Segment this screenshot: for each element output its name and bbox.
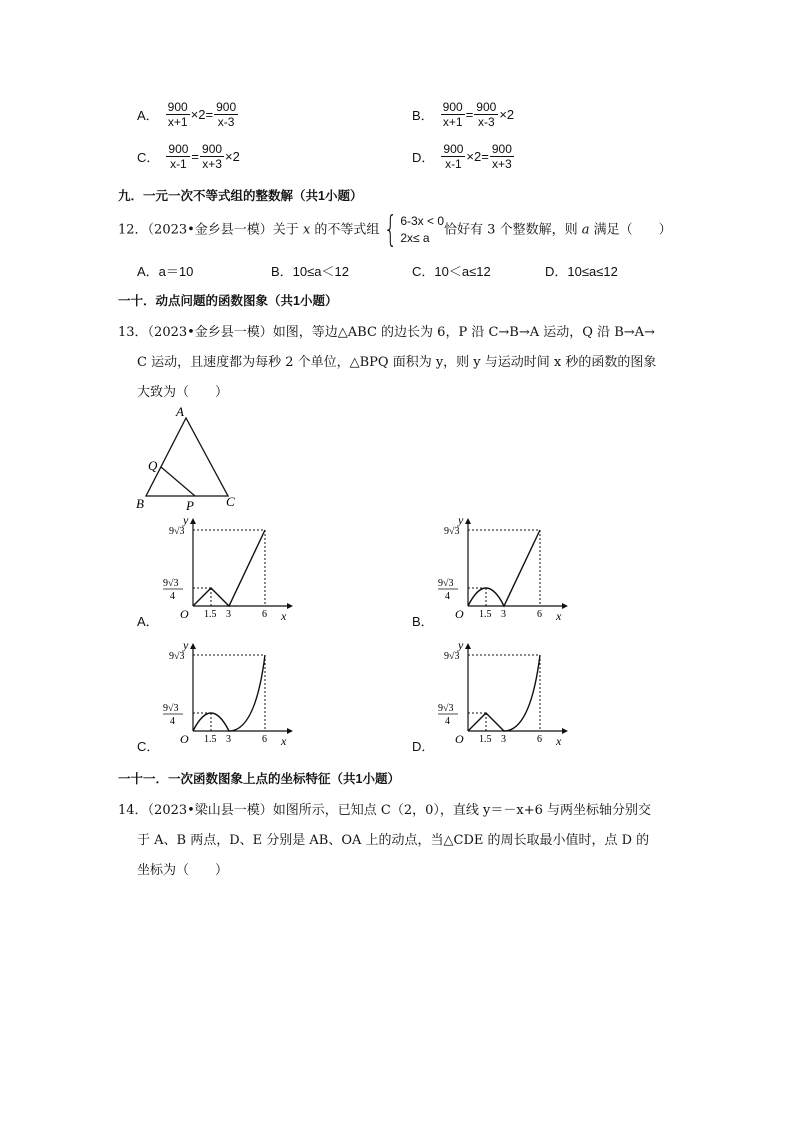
fraction: $\frac{900}{x+1}$: [442, 100, 463, 129]
label-x: x: [281, 609, 287, 623]
operator-tail: ×2: [225, 149, 240, 164]
tick-9root3-over-4-den: 4: [170, 591, 175, 602]
tick-3: 3: [226, 734, 231, 745]
x-axis-arrow: [287, 728, 293, 734]
label-x: x: [556, 609, 562, 623]
graph-option-c-label: C．: [137, 739, 160, 754]
operator: ×2=: [190, 107, 214, 122]
q13-line-3: 大致为（ ）: [137, 385, 229, 400]
label-a: A: [176, 404, 184, 419]
inequality-row-2: 2x≤ a: [400, 231, 430, 245]
tick-9root3-over-4-den: 4: [170, 716, 175, 727]
q12-suffix: 恰好有 3 个整数解，则: [444, 222, 582, 238]
tick-6: 6: [262, 609, 267, 620]
option-label: A．: [137, 108, 159, 123]
option-label: C．: [137, 150, 160, 165]
tick-6: 6: [262, 734, 267, 745]
graph-option-a-label: A．: [137, 614, 159, 629]
tick-9root3: 9√3: [169, 526, 185, 537]
label-origin: O: [180, 607, 189, 621]
tick-1-5: 1.5: [204, 609, 217, 620]
tick-9root3-over-4-den: 4: [445, 716, 450, 727]
graph-option-a: [155, 516, 295, 624]
option-label: D．: [412, 150, 435, 165]
tick-9root3: 9√3: [444, 526, 460, 537]
label-origin: O: [455, 732, 464, 746]
tick-9root3-over-4-num: 9√3: [438, 703, 454, 714]
tick-1-5: 1.5: [479, 609, 492, 620]
q14-line-1: 14．（2023•梁山县一模）如图所示，已知点 C（2，0），直线 y＝－x+6 与两坐标轴分别交: [118, 803, 652, 818]
section-heading: 一十．动点问题的函数图象（共1小题）: [118, 294, 338, 308]
fraction: $\frac{900}{x+1}$: [167, 100, 188, 129]
fraction: $\frac{900}{x-1}$: [443, 142, 464, 171]
tick-6: 6: [537, 609, 542, 620]
section-heading: 九．一元一次不等式组的整数解（共1小题）: [118, 189, 363, 203]
q11-option-d: [412, 142, 515, 171]
label-y: y: [458, 641, 464, 652]
triangle-abc: [146, 418, 228, 496]
q14-line-3: 坐标为（ ）: [137, 863, 229, 878]
operator: =: [465, 107, 474, 122]
tick-9root3: 9√3: [169, 651, 185, 662]
inequality-system: [379, 209, 445, 250]
q12-option-c: C．10＜a≤12: [412, 264, 491, 279]
label-x: x: [556, 734, 562, 748]
triangle-figure: [132, 404, 252, 514]
x-axis-arrow: [562, 603, 568, 609]
tick-1-5: 1.5: [204, 734, 217, 745]
tick-6: 6: [537, 734, 542, 745]
label-c: C: [226, 494, 235, 509]
q12-option-d: D．10≤a≤12: [545, 264, 618, 279]
question-12: [118, 209, 672, 250]
tick-9root3-over-4-num: 9√3: [163, 703, 179, 714]
fraction: $\frac{900}{x+3}$: [202, 142, 223, 171]
graph-option-b: [430, 516, 570, 624]
fraction: $\frac{900}{x-1}$: [168, 142, 189, 171]
fraction: $\frac{900}{x-3}$: [476, 100, 497, 129]
fraction: $\frac{900}{x+3}$: [491, 142, 512, 171]
tick-3: 3: [501, 609, 506, 620]
function-curve: [468, 655, 540, 731]
label-y: y: [183, 641, 189, 652]
tick-9root3-over-4-num: 9√3: [438, 578, 454, 589]
label-q: Q: [148, 458, 158, 473]
inequality-row-1: 6-3x < 0: [400, 214, 445, 228]
tick-3: 3: [226, 609, 231, 620]
label-origin: O: [180, 732, 189, 746]
brace: {: [384, 209, 398, 250]
q12-option-a: A．a＝10: [137, 264, 194, 279]
fraction: $\frac{900}{x-3}$: [216, 100, 237, 129]
y-axis-arrow: [465, 643, 471, 649]
q12-mid: 的不等式组: [310, 222, 380, 238]
y-axis-arrow: [190, 518, 196, 524]
graph-option-b-label: B．: [412, 614, 434, 629]
q12-suffix2: 满足（ ）: [589, 222, 672, 238]
graph-option-d: [430, 641, 570, 749]
function-curve: [193, 655, 265, 731]
operator-tail: ×2: [499, 107, 515, 122]
q11-option-a: [137, 100, 239, 129]
graph-option-c: [155, 641, 295, 749]
tick-3: 3: [501, 734, 506, 745]
function-curve: [468, 530, 540, 606]
label-origin: O: [455, 607, 464, 621]
graph-option-d-label: D．: [412, 739, 435, 754]
var-x: x: [302, 222, 311, 238]
operator: =: [191, 149, 200, 164]
q12-option-b: B．10≤a＜12: [271, 264, 349, 279]
tick-9root3-over-4-den: 4: [445, 591, 450, 602]
x-axis-arrow: [562, 728, 568, 734]
q13-line-2: C 运动，且速度都为每秒 2 个单位，△BPQ 面积为 y，则 y 与运动时间 x 秒的函数的图象: [137, 355, 657, 370]
q14-line-2: 于 A、B 两点，D、E 分别是 AB、OA 上的动点，当△CDE 的周长取最小值时，点 D 的: [137, 833, 650, 848]
q11-option-b: [412, 100, 514, 129]
q13-line-1: 13．（2023•金乡县一模）如图，等边△ABC 的边长为 6，P 沿 C→B→A 运动，Q 沿 B→A→: [118, 325, 655, 340]
label-p: P: [186, 498, 194, 513]
label-x: x: [281, 734, 287, 748]
tick-9root3-over-4-num: 9√3: [163, 578, 179, 589]
label-b: B: [136, 496, 144, 511]
segment-pq: [161, 467, 195, 496]
label-y: y: [458, 516, 464, 527]
section-heading: 一十一．一次函数图象上点的坐标特征（共1小题）: [118, 772, 400, 786]
tick-1-5: 1.5: [479, 734, 492, 745]
x-axis-arrow: [287, 603, 293, 609]
y-axis-arrow: [190, 643, 196, 649]
tick-9root3: 9√3: [444, 651, 460, 662]
q12-prefix: 12．（2023•金乡县一模）关于: [118, 222, 303, 238]
option-label: B．: [412, 108, 434, 123]
label-y: y: [183, 516, 189, 527]
y-axis-arrow: [465, 518, 471, 524]
function-curve: [193, 530, 265, 606]
var-a: a: [581, 222, 590, 238]
q11-option-c: [137, 142, 240, 171]
operator: ×2=: [466, 149, 489, 164]
